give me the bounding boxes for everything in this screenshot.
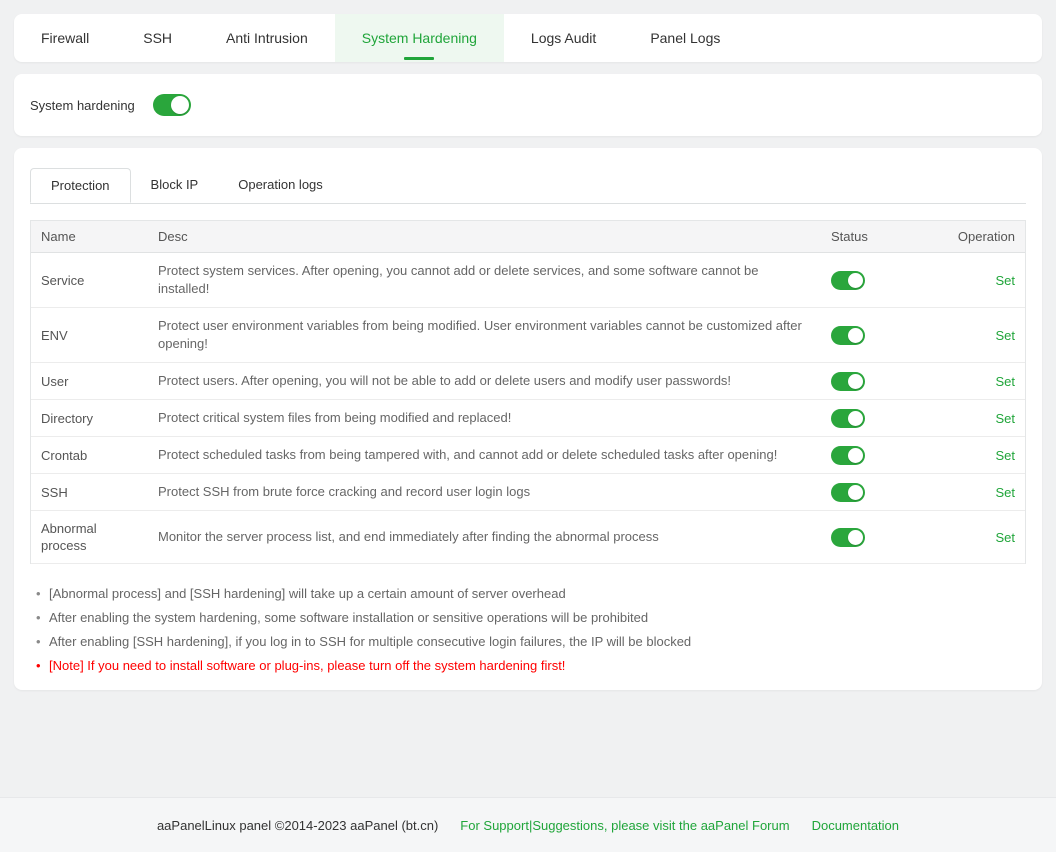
col-status: Status bbox=[831, 229, 868, 244]
toggle-knob bbox=[848, 411, 863, 426]
rule-status-toggle[interactable] bbox=[831, 271, 865, 290]
note-item bbox=[36, 582, 1026, 606]
set-link[interactable]: Set bbox=[995, 484, 1015, 500]
note-item bbox=[36, 630, 1026, 654]
panel-tab[interactable]: Operation logs bbox=[238, 177, 323, 192]
security-tab[interactable]: System Hardening bbox=[335, 14, 504, 62]
set-link[interactable]: Set bbox=[995, 410, 1015, 426]
toggle-knob bbox=[848, 485, 863, 500]
rule-status-toggle[interactable] bbox=[831, 528, 865, 547]
toggle-knob bbox=[848, 530, 863, 545]
note-text: [Abnormal process] and [SSH hardening] will take up a certain amount of server overhead bbox=[49, 586, 566, 601]
copyright-text: aaPanelLinux panel ©2014-2023 aaPanel (bt.cn) bbox=[156, 817, 439, 833]
table-row bbox=[31, 400, 1025, 437]
security-tab[interactable]: SSH bbox=[143, 30, 173, 46]
protection-panel bbox=[14, 148, 1042, 690]
rule-desc: Protect SSH from brute force cracking and record user login logs bbox=[158, 484, 531, 499]
toggle-knob bbox=[848, 273, 863, 288]
table-row bbox=[31, 308, 1025, 363]
table-header bbox=[31, 221, 1025, 253]
rule-status-toggle[interactable] bbox=[831, 483, 865, 502]
panel-tab[interactable]: Block IP bbox=[150, 177, 199, 192]
system-hardening-toggle[interactable] bbox=[153, 94, 191, 116]
rule-name: SSH bbox=[41, 484, 68, 500]
rule-desc: Protect users. After opening, you will not be able to add or delete users and modify user passwords! bbox=[158, 373, 732, 388]
set-link[interactable]: Set bbox=[995, 529, 1015, 545]
col-desc: Desc bbox=[158, 228, 188, 244]
note-text: [Note] If you need to install software or plug-ins, please turn off the system hardening first! bbox=[49, 658, 566, 673]
note-text: After enabling the system hardening, some software installation or sensitive operations will be prohibited bbox=[49, 610, 649, 625]
col-operation: Operation bbox=[957, 229, 1015, 244]
rule-name: Directory bbox=[41, 410, 94, 426]
table-row bbox=[31, 437, 1025, 474]
toggle-knob bbox=[848, 448, 863, 463]
bullet-icon: • bbox=[36, 610, 41, 625]
note-item bbox=[36, 654, 1026, 678]
set-link[interactable]: Set bbox=[995, 373, 1015, 389]
note-item bbox=[36, 606, 1026, 630]
rule-desc: Protect critical system files from being modified and replaced! bbox=[158, 410, 512, 425]
rule-name: User bbox=[41, 373, 69, 389]
set-link[interactable]: Set bbox=[995, 447, 1015, 463]
security-tab[interactable]: Firewall bbox=[41, 30, 90, 46]
toggle-knob bbox=[848, 374, 863, 389]
rule-desc: Protect scheduled tasks from being tampered with, and cannot add or delete scheduled tasks after opening! bbox=[158, 447, 778, 462]
rule-status-toggle[interactable] bbox=[831, 409, 865, 428]
page-footer bbox=[0, 797, 1056, 852]
set-link[interactable]: Set bbox=[995, 272, 1015, 288]
security-tab[interactable]: Logs Audit bbox=[530, 30, 597, 46]
rule-name: Crontab bbox=[41, 447, 88, 463]
table-body bbox=[31, 253, 1025, 564]
support-link[interactable]: For Support|Suggestions, please visit the aaPanel Forum bbox=[460, 817, 790, 833]
notes-list bbox=[30, 582, 1026, 678]
rule-status-toggle[interactable] bbox=[831, 446, 865, 465]
table-row bbox=[31, 363, 1025, 400]
table-row bbox=[31, 253, 1025, 308]
bullet-icon: • bbox=[36, 658, 41, 673]
table-row bbox=[31, 511, 1025, 564]
note-text: After enabling [SSH hardening], if you log in to SSH for multiple consecutive login failures, the IP will be blocked bbox=[49, 634, 692, 649]
security-tab[interactable]: Panel Logs bbox=[650, 30, 721, 46]
rule-name: Service bbox=[41, 272, 85, 288]
system-hardening-card bbox=[14, 74, 1042, 136]
panel-tab-bar bbox=[30, 168, 1026, 204]
bullet-icon: • bbox=[36, 586, 41, 601]
panel-tab[interactable]: Protection bbox=[30, 168, 131, 203]
rule-name: ENV bbox=[41, 327, 68, 343]
security-tab[interactable]: Anti Intrusion bbox=[226, 30, 308, 46]
rule-desc: Monitor the server process list, and end immediately after finding the abnormal process bbox=[158, 529, 659, 544]
protection-table bbox=[30, 220, 1026, 564]
system-hardening-label: System hardening bbox=[30, 97, 135, 113]
security-tab-bar bbox=[14, 14, 1042, 62]
bullet-icon: • bbox=[36, 634, 41, 649]
table-row bbox=[31, 474, 1025, 511]
rule-status-toggle[interactable] bbox=[831, 326, 865, 345]
col-name: Name bbox=[41, 229, 76, 244]
rule-status-toggle[interactable] bbox=[831, 372, 865, 391]
rule-name: Abnormal process bbox=[41, 521, 97, 553]
set-link[interactable]: Set bbox=[995, 327, 1015, 343]
documentation-link[interactable]: Documentation bbox=[811, 817, 900, 833]
rule-desc: Protect system services. After opening, you cannot add or delete services, and some software cannot be installed! bbox=[158, 263, 759, 296]
toggle-knob bbox=[848, 328, 863, 343]
toggle-knob bbox=[171, 96, 189, 114]
rule-desc: Protect user environment variables from being modified. User environment variables cannot be customized after opening! bbox=[158, 318, 802, 351]
